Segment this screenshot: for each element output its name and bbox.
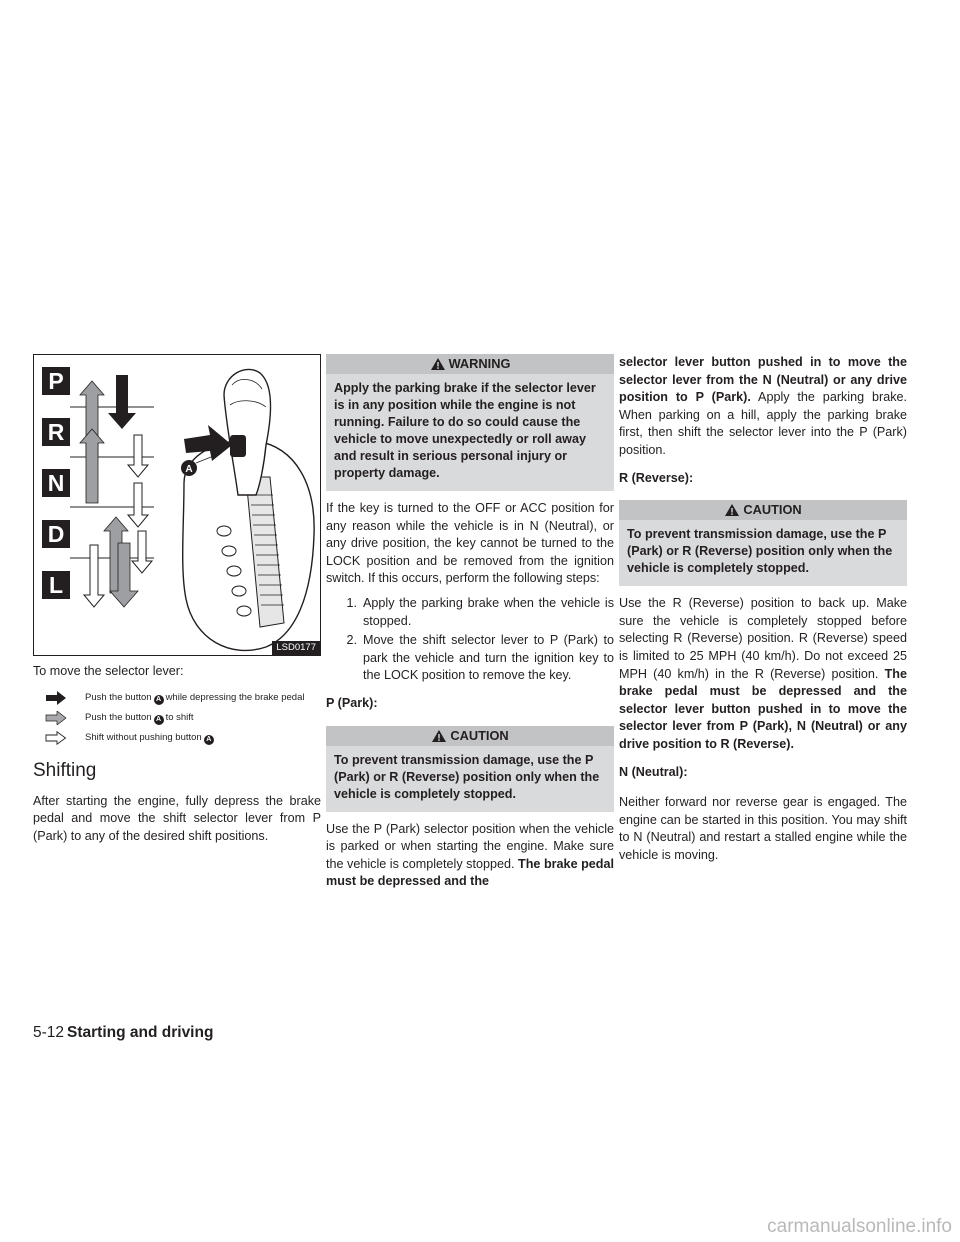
outline-arrow-icon: [45, 731, 67, 745]
legend-text: Shift without pushing button: [85, 731, 202, 743]
watermark: carmanualsonline.info: [767, 1216, 952, 1237]
gear-letter: D: [47, 521, 65, 547]
caution-text: To prevent transmission damage, use the P (Park) or R (Reverse) position only when the vehicle is completely stopped.: [627, 527, 893, 576]
subhead-neutral: N (Neutral):: [619, 764, 688, 779]
column-1: [33, 354, 321, 852]
button-a-circle: A: [154, 695, 164, 705]
step-text: Move the shift selector lever to P (Park) to park the vehicle and turn the ignition key to the LOCK position to remove the key.: [363, 633, 614, 683]
caution-text: To prevent transmission damage, use the P (Park) or R (Reverse) position only when the vehicle is completely stopped.: [334, 752, 600, 801]
legend-text: Push the button: [85, 711, 152, 723]
park-text-bold: The brake pedal must be depressed and the: [326, 856, 615, 889]
caution-title: CAUTION: [450, 727, 509, 743]
caution-triangle-icon: [724, 503, 740, 517]
legend-text: while depressing the brake pedal: [165, 691, 305, 703]
park-continued-bold: selector lever button pushed in to move the selector lever from the N (Neutral) or any drive position to P (Park).: [619, 355, 907, 405]
gear-letter: N: [47, 470, 65, 496]
park-text: Use the P (Park) selector position when the vehicle is parked or when starting the engine. Make sure the vehicle is completely stopped.: [326, 821, 614, 871]
step-text: Apply the parking brake when the vehicle is stopped.: [363, 595, 614, 628]
page-footer: [33, 1024, 213, 1042]
warning-triangle-icon: [430, 357, 446, 371]
legend-item: [45, 691, 321, 705]
legend-intro: To move the selector lever:: [33, 664, 184, 678]
caution-title: CAUTION: [743, 502, 802, 518]
button-a-circle: A: [204, 735, 214, 745]
caution-box: [326, 726, 614, 812]
callout-a-label: A: [185, 464, 193, 475]
shift-diagram-illustration: [34, 355, 320, 655]
reverse-paragraph: [619, 595, 907, 753]
caution-header: [619, 500, 907, 520]
gear-letter: P: [48, 368, 64, 394]
gray-arrow-icon: [45, 711, 67, 725]
caution-box: [619, 500, 907, 586]
subhead-park: P (Park):: [326, 695, 378, 710]
list-item: [326, 632, 614, 685]
legend-item: [45, 731, 321, 745]
caution-header: [326, 726, 614, 746]
legend-item: [45, 711, 321, 725]
park-paragraph: [326, 821, 614, 891]
gear-letter: R: [47, 419, 65, 445]
solid-arrow-icon: [45, 691, 67, 705]
step-number: 2.: [346, 633, 357, 648]
subhead-reverse: R (Reverse):: [619, 470, 694, 485]
section-title-shifting: Shifting: [33, 759, 97, 781]
reverse-text: Use the R (Reverse) position to back up. Make sure the vehicle is completely stopped before selecting R (Reverse) position. R (Reverse) speed is limited to 25 MPH (40 km/h). Do not exceed 25 MPH (40 km/h) in the R (Reverse) position.: [619, 596, 907, 681]
legend-text: Push the button: [85, 691, 152, 703]
shifting-paragraph: After starting the engine, fully depress the brake pedal and move the shift selector lever from P (Park) to any of the desired shift positions.: [33, 793, 321, 843]
page-number: 5-12: [33, 1024, 65, 1041]
shift-lever-figure: [33, 354, 321, 656]
warning-header: [326, 354, 614, 374]
neutral-paragraph: Neither forward nor reverse gear is engaged. The engine can be started in this position. You may shift to N (Neutral) and restart a stalled engine while the vehicle is moving.: [619, 795, 907, 862]
park-continued-text: Apply the parking brake. When parking on a hill, apply the parking brake first, then shift the selector lever into the P (Park) position.: [619, 390, 907, 457]
footer-section: Starting and driving: [67, 1024, 214, 1041]
button-a-circle: A: [154, 715, 164, 725]
list-item: [326, 595, 614, 630]
warning-text: Apply the parking brake if the selector lever is in any position while the engine is not running. Failure to do so could cause the vehicle to move unexpectedly or roll away and result in serious personal injury or property damage.: [334, 381, 596, 480]
gear-letter: L: [48, 572, 64, 598]
column-2: [326, 354, 614, 898]
caution-triangle-icon: [431, 729, 447, 743]
warning-title: WARNING: [448, 356, 511, 372]
warning-box: [326, 354, 614, 491]
legend-text: to shift: [165, 711, 194, 723]
steps-list: [326, 595, 614, 685]
reverse-text-bold: The brake pedal must be depressed and the selector lever button pushed in to move the selector lever from P (Park), N (Neutral) or any drive position to R (Reverse).: [619, 666, 907, 751]
step-number: 1.: [346, 595, 357, 610]
column-3: [619, 354, 907, 871]
figure-code: LSD0177: [272, 641, 320, 655]
key-paragraph: If the key is turned to the OFF or ACC position for any reason while the vehicle is in N (Neutral), or any drive position, the key cannot be turned to the LOCK position and be removed from the ignition switch. If this occurs, perform the following steps:: [326, 501, 614, 586]
park-continued-paragraph: [619, 354, 907, 460]
